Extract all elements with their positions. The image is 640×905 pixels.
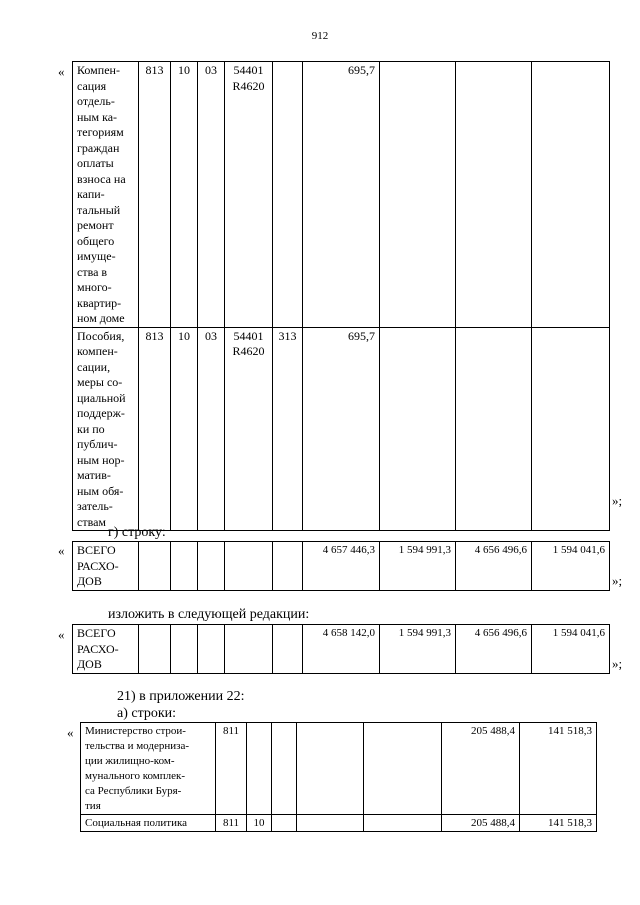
rz-code: 10 bbox=[171, 62, 198, 328]
row-name: Министерство строи- тельства и модерниза- ции жилищно-ком- мунального комплек- са Республики Буря- тия bbox=[81, 723, 216, 815]
open-quote: « bbox=[67, 725, 74, 740]
empty-cell bbox=[198, 625, 225, 674]
close-quote: »; bbox=[612, 493, 623, 508]
empty-cell bbox=[198, 542, 225, 591]
ved-code: 813 bbox=[139, 62, 171, 328]
section-heading: изложить в следующей редакции: bbox=[108, 607, 310, 622]
table-row bbox=[73, 62, 610, 328]
open-quote: « bbox=[58, 627, 65, 642]
amount-cell: 695,7 bbox=[303, 62, 380, 328]
amount-cell bbox=[380, 62, 456, 328]
budget-table-1 bbox=[72, 61, 610, 531]
list-item-21a: а) строки: bbox=[117, 706, 177, 721]
amount-cell: 695,7 bbox=[303, 327, 380, 531]
empty-cell bbox=[273, 542, 303, 591]
empty-cell bbox=[272, 723, 297, 815]
amount-cell: 205 488,4 bbox=[442, 723, 520, 815]
empty-cell bbox=[171, 625, 198, 674]
empty-cell bbox=[297, 815, 364, 832]
row-name: Пособия, компен- сации, меры со- циальной поддерж- ки по публич- ным нор- матив- ным обя- затель- ствам bbox=[73, 327, 139, 531]
amount-cell bbox=[380, 327, 456, 531]
page-number: 912 bbox=[311, 30, 329, 42]
budget-table-22 bbox=[80, 722, 597, 832]
empty-cell bbox=[171, 542, 198, 591]
amount-cell: 4 657 446,3 bbox=[303, 542, 380, 591]
amount-cell: 141 518,3 bbox=[520, 723, 597, 815]
empty-cell bbox=[272, 815, 297, 832]
amount-cell: 1 594 991,3 bbox=[380, 625, 456, 674]
rz-code: 10 bbox=[247, 815, 272, 832]
amount-cell bbox=[456, 62, 532, 328]
empty-cell bbox=[364, 815, 442, 832]
empty-cell bbox=[364, 723, 442, 815]
vr-code bbox=[273, 62, 303, 328]
amount-cell: 1 594 041,6 bbox=[532, 542, 610, 591]
amount-cell: 1 594 041,6 bbox=[532, 625, 610, 674]
empty-cell bbox=[225, 625, 273, 674]
empty-cell bbox=[273, 625, 303, 674]
amount-cell: 4 656 496,6 bbox=[456, 625, 532, 674]
amount-cell: 1 594 991,3 bbox=[380, 542, 456, 591]
table-row bbox=[81, 815, 597, 832]
table-row bbox=[73, 542, 610, 591]
close-quote: »; bbox=[612, 656, 623, 671]
row-name: Компен- сация отдель- ным ка- тегориям граждан оплаты взноса на капи- тальный ремонт общего имуще- ства в много- квартир- ном доме bbox=[73, 62, 139, 328]
amount-cell: 141 518,3 bbox=[520, 815, 597, 832]
empty-cell bbox=[139, 625, 171, 674]
total-table-old bbox=[72, 541, 610, 591]
rz-code bbox=[247, 723, 272, 815]
amount-cell: 4 656 496,6 bbox=[456, 542, 532, 591]
open-quote: « bbox=[58, 64, 65, 79]
csr-code: 54401 R4620 bbox=[225, 62, 273, 328]
empty-cell bbox=[225, 542, 273, 591]
csr-code: 54401 R4620 bbox=[225, 327, 273, 531]
amount-cell bbox=[532, 62, 610, 328]
ved-code: 813 bbox=[139, 327, 171, 531]
empty-cell bbox=[139, 542, 171, 591]
row-name: ВСЕГО РАСХО- ДОВ bbox=[73, 542, 139, 591]
amount-cell: 4 658 142,0 bbox=[303, 625, 380, 674]
rz-code: 10 bbox=[171, 327, 198, 531]
amount-cell: 205 488,4 bbox=[442, 815, 520, 832]
pr-code: 03 bbox=[198, 62, 225, 328]
open-quote: « bbox=[58, 543, 65, 558]
row-name: ВСЕГО РАСХО- ДОВ bbox=[73, 625, 139, 674]
close-quote: »; bbox=[612, 573, 623, 588]
empty-cell bbox=[297, 723, 364, 815]
total-table-new bbox=[72, 624, 610, 674]
amount-cell bbox=[456, 327, 532, 531]
amount-cell bbox=[532, 327, 610, 531]
ved-code: 811 bbox=[216, 815, 247, 832]
section-heading: г) строку: bbox=[108, 525, 166, 540]
row-name: Социальная политика bbox=[81, 815, 216, 832]
vr-code: 313 bbox=[273, 327, 303, 531]
list-item-21: 21) в приложении 22: bbox=[117, 689, 245, 704]
pr-code: 03 bbox=[198, 327, 225, 531]
table-row bbox=[73, 625, 610, 674]
table-row bbox=[81, 723, 597, 815]
ved-code: 811 bbox=[216, 723, 247, 815]
table-row bbox=[73, 327, 610, 531]
